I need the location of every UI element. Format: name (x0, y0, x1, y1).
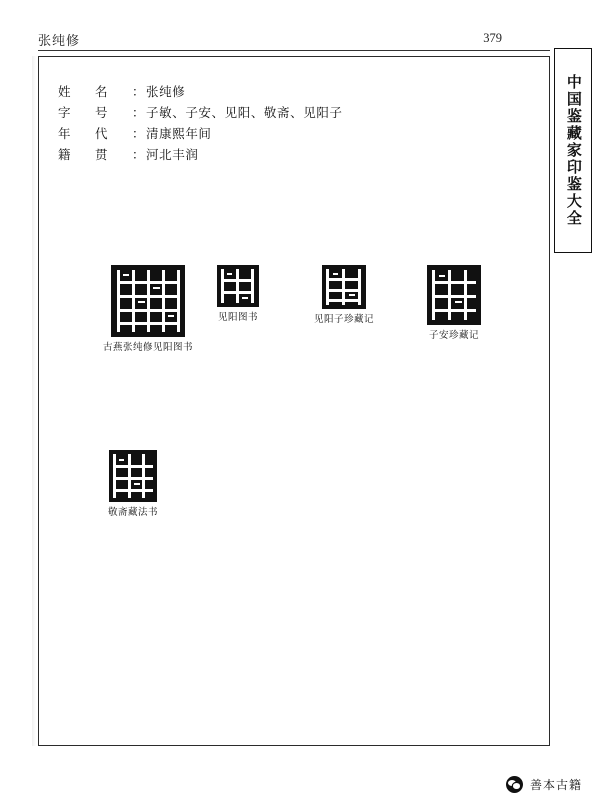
seal-item (88, 265, 208, 355)
header-author: 张纯修 (38, 34, 81, 49)
seal-impression (111, 265, 185, 337)
info-separator-name: ： (132, 84, 146, 99)
seal-item (200, 265, 276, 325)
info-value-era: 清康熙年间 (146, 126, 212, 141)
info-label-era: 年 代 (58, 126, 114, 141)
footer-brand (506, 776, 582, 793)
seal-caption: 子安珍藏记 (428, 330, 479, 341)
biography-info (58, 82, 438, 166)
info-separator-style-name: ： (132, 105, 146, 120)
seal-caption: 敬斋藏法书 (107, 507, 158, 518)
info-row-origin (58, 145, 438, 166)
info-value-origin: 河北丰润 (146, 147, 199, 162)
info-value-style-name: 子敏、子安、见阳、敬斋、见阳子 (146, 105, 343, 120)
info-row-era (58, 124, 438, 145)
seal-caption: 见阳子珍藏记 (313, 314, 374, 325)
info-label-name: 姓 名 (58, 84, 114, 99)
seal-item (90, 450, 176, 520)
info-row-name (58, 82, 438, 103)
seal-impression (109, 450, 157, 502)
seal-item (300, 265, 388, 327)
side-banner (554, 48, 592, 253)
seal-impression (322, 265, 366, 309)
scan-edge-shadow (32, 56, 36, 746)
wechat-icon (506, 776, 523, 793)
side-banner-title: 中国鉴藏家印鉴大全 (564, 74, 583, 227)
info-row-style-name (58, 103, 438, 124)
seal-caption: 古燕张纯修见阳图书 (102, 342, 193, 353)
seal-impression (427, 265, 481, 325)
info-separator-era: ： (132, 126, 146, 141)
info-value-name: 张纯修 (146, 84, 186, 99)
page-header (38, 30, 550, 52)
footer-brand-text: 善本古籍 (529, 778, 582, 792)
page-number: 379 (483, 31, 502, 45)
info-label-origin: 籍 贯 (58, 147, 114, 162)
info-separator-origin: ： (132, 147, 146, 162)
info-label-style-name: 字 号 (58, 105, 114, 120)
seal-caption: 见阳图书 (217, 312, 258, 323)
seal-impression (217, 265, 259, 307)
seal-item (408, 265, 500, 343)
header-rule (38, 50, 550, 51)
